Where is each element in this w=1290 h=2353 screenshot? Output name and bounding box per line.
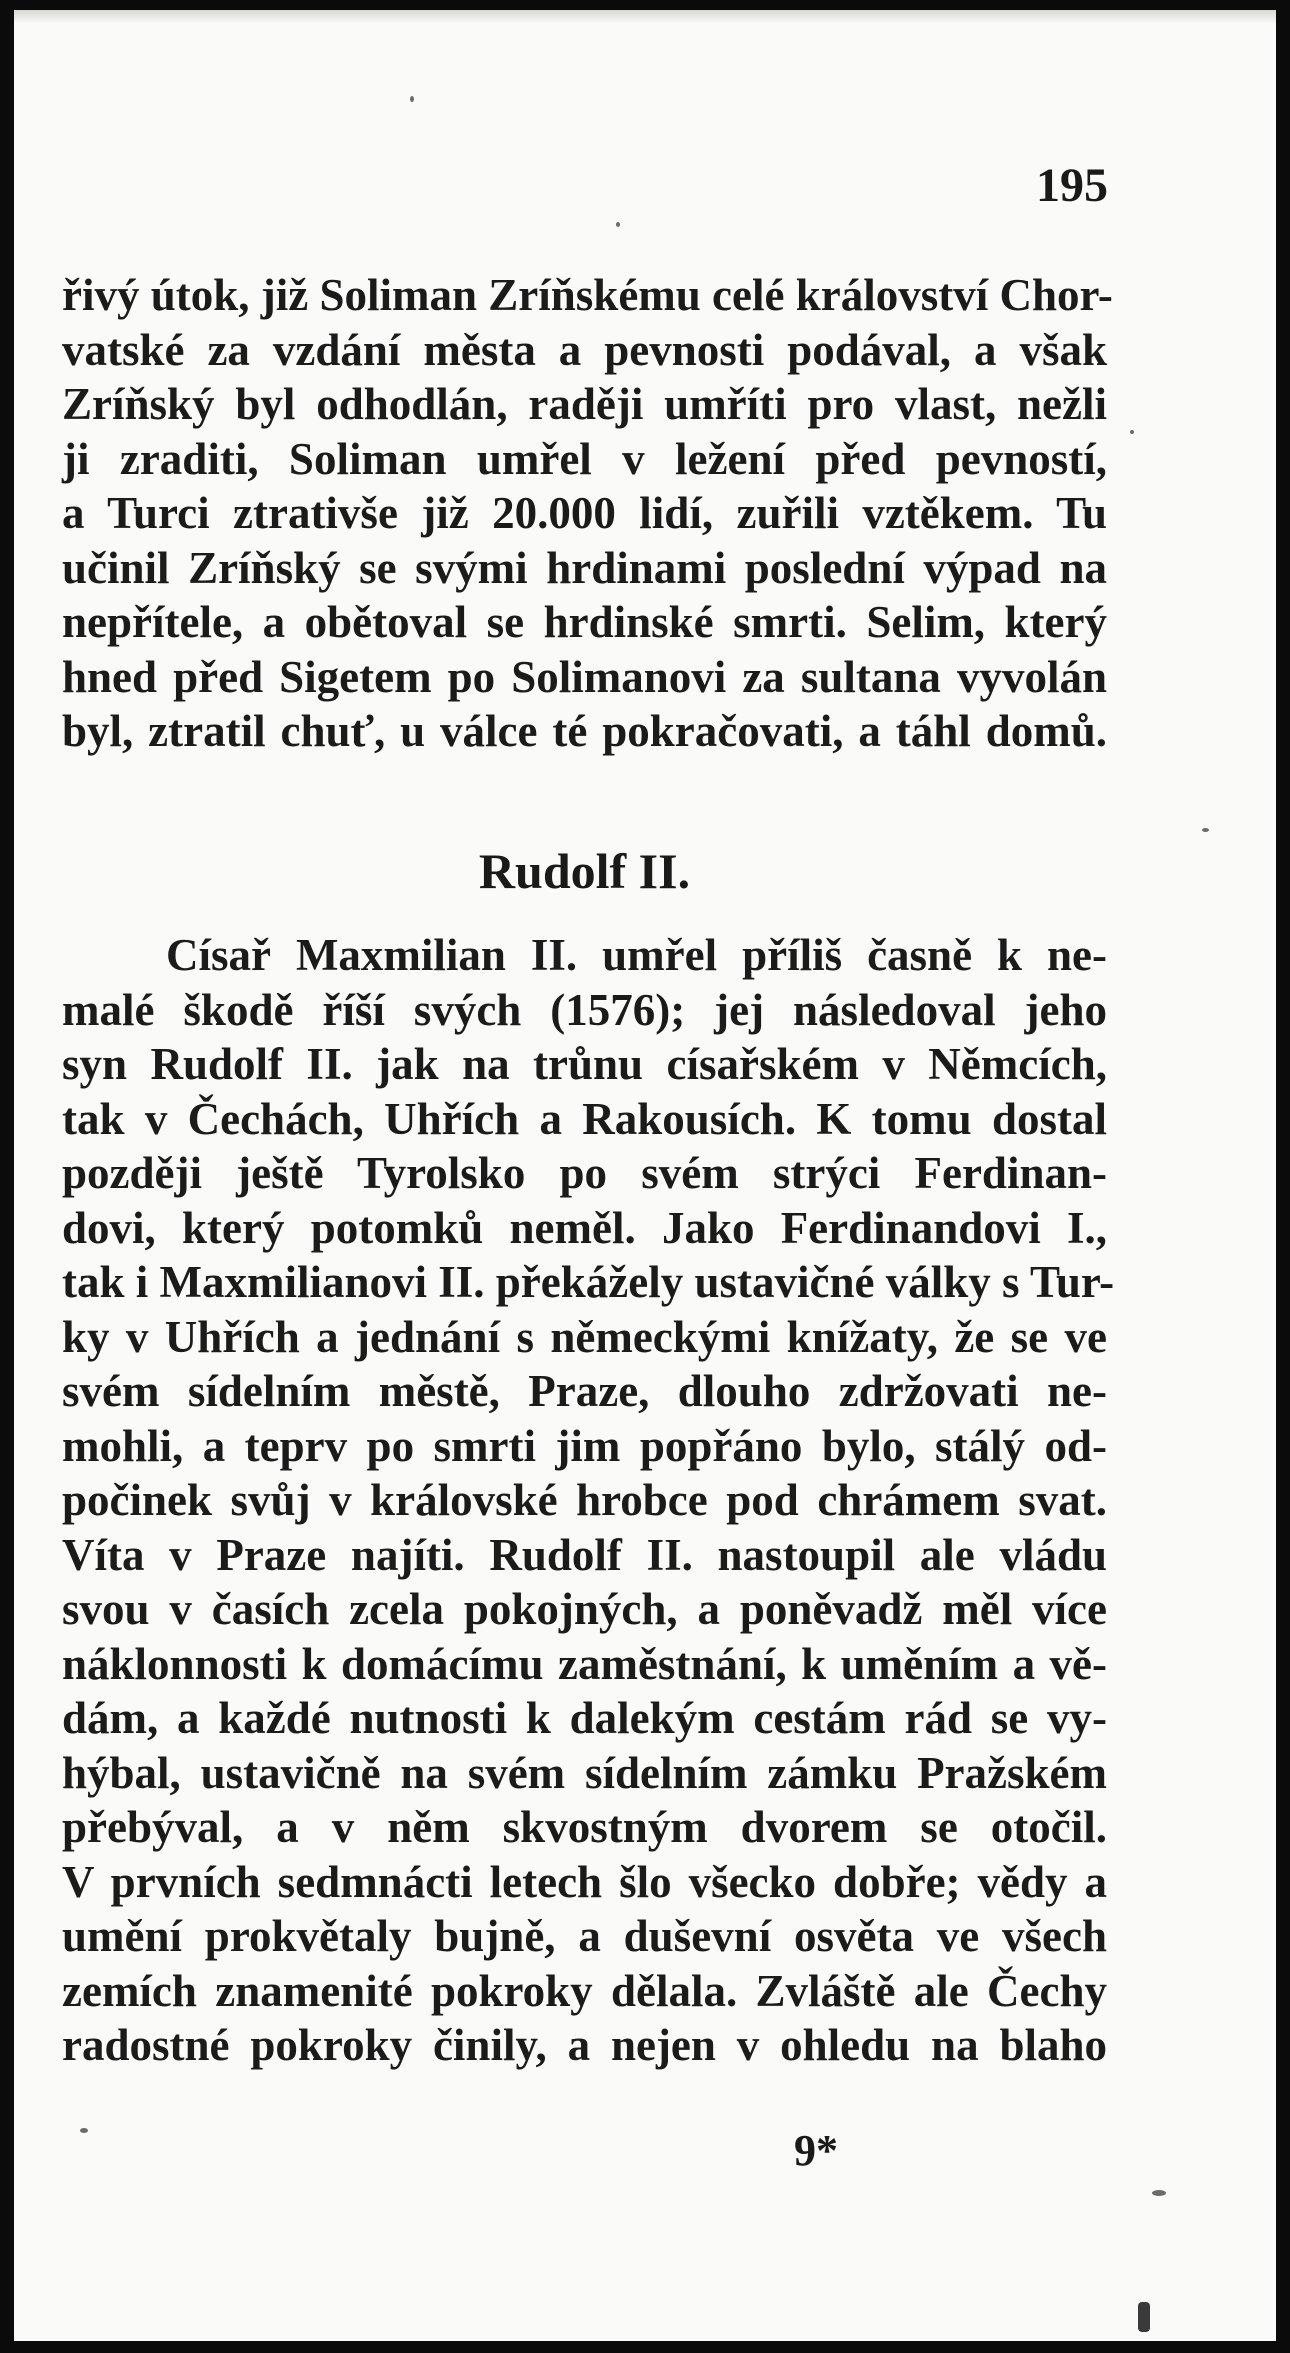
text-line: tak v Čechách, Uhřích a Rakousích. K tomu dostal: [62, 1093, 1107, 1144]
text-line: počinek svůj v královské hrobce pod chrámem svat.: [62, 1475, 1107, 1525]
text-line: ji zraditi, Soliman umřel v ležení před pevností,: [62, 433, 1107, 484]
text-line: dám, a každé nutnosti k dalekým cestám rád se vy-: [62, 1693, 1107, 1743]
text-line: hned před Sigetem po Solimanovi za sultana vyvolán: [62, 651, 1107, 702]
text-line: svém sídelním městě, Praze, dlouho zdržovati ne-: [62, 1366, 1107, 1416]
text-line: tak i Maxmilianovi II. překážely ustavičné války s Tur-: [62, 1257, 1115, 1307]
text-line: radostné pokroky činily, a nejen v ohledu na blaho: [62, 2020, 1107, 2070]
text-line: později ještě Tyrolsko po svém strýci Ferdinan-: [62, 1148, 1107, 1198]
paper-speck: [1130, 430, 1134, 434]
paragraph-2: [62, 928, 1115, 2073]
text-line: náklonnosti k domácímu zaměstnání, k uměním a vě-: [62, 1638, 1107, 1689]
paragraph-1: [62, 268, 1113, 759]
book-page: [14, 10, 1276, 2341]
text-line: svou v časích zcela pokojných, a poněvadž měl více: [62, 1584, 1107, 1634]
text-line: mohli, a teprv po smrti jim popřáno bylo, stálý od-: [62, 1420, 1107, 1471]
text-line: umění prokvětaly bujně, a duševní osvěta ve všech: [62, 1911, 1107, 1961]
text-line: nepřítele, a obětoval se hrdinské smrti. Selim, který: [62, 597, 1107, 647]
text-line: dovi, který potomků neměl. Jako Ferdinandovi I.,: [62, 1202, 1107, 1253]
text-line: Víta v Praze najíti. Rudolf II. nastoupil ale vládu: [62, 1529, 1107, 1580]
text-line: byl, ztratil chuť, u válce té pokračovati, a táhl domů.: [62, 706, 1107, 756]
paper-speck: [1138, 2302, 1150, 2332]
paper-speck: [1152, 2190, 1166, 2196]
page-number: 195: [1036, 159, 1108, 212]
text-line: a Turci ztrativše již 20.000 lidí, zuřili vztěkem. Tu: [62, 488, 1107, 538]
text-line: přebýval, a v něm skvostným dvorem se otočil.: [62, 1802, 1107, 1852]
text-line: zemích znamenité pokroky dělala. Zvláště ale Čechy: [62, 1965, 1107, 2016]
paper-speck: [616, 222, 620, 227]
text-line: syn Rudolf II. jak na trůnu císařském v Němcích,: [62, 1039, 1107, 1089]
text-line: malé škodě říší svých (1576); jej následoval jeho: [62, 984, 1107, 1035]
text-line: řivý útok, již Soliman Zríňskému celé království Chor-: [62, 270, 1113, 320]
paper-speck: [80, 2128, 88, 2133]
text-line: hýbal, ustavičně na svém sídelním zámku Pražském: [62, 1747, 1107, 1798]
text-line: Císař Maxmilian II. umřel příliš časně k ne-: [166, 930, 1107, 980]
text-line: V prvních sedmnácti letech šlo všecko dobře; vědy a: [62, 1856, 1107, 1907]
section-heading: Rudolf II.: [478, 843, 691, 899]
text-line: ky v Uhřích a jednání s německými knížaty, že se ve: [62, 1311, 1107, 1362]
text-line: vatské za vzdání města a pevnosti podával, a však: [62, 324, 1107, 375]
paper-speck: [1202, 828, 1209, 832]
text-line: učinil Zríňský se svými hrdinami poslední výpad na: [62, 542, 1107, 593]
signature-mark: 9*: [794, 2126, 838, 2175]
paper-speck: [410, 96, 414, 102]
text-line: Zríňský byl odhodlán, raději umříti pro vlast, nežli: [62, 379, 1107, 429]
